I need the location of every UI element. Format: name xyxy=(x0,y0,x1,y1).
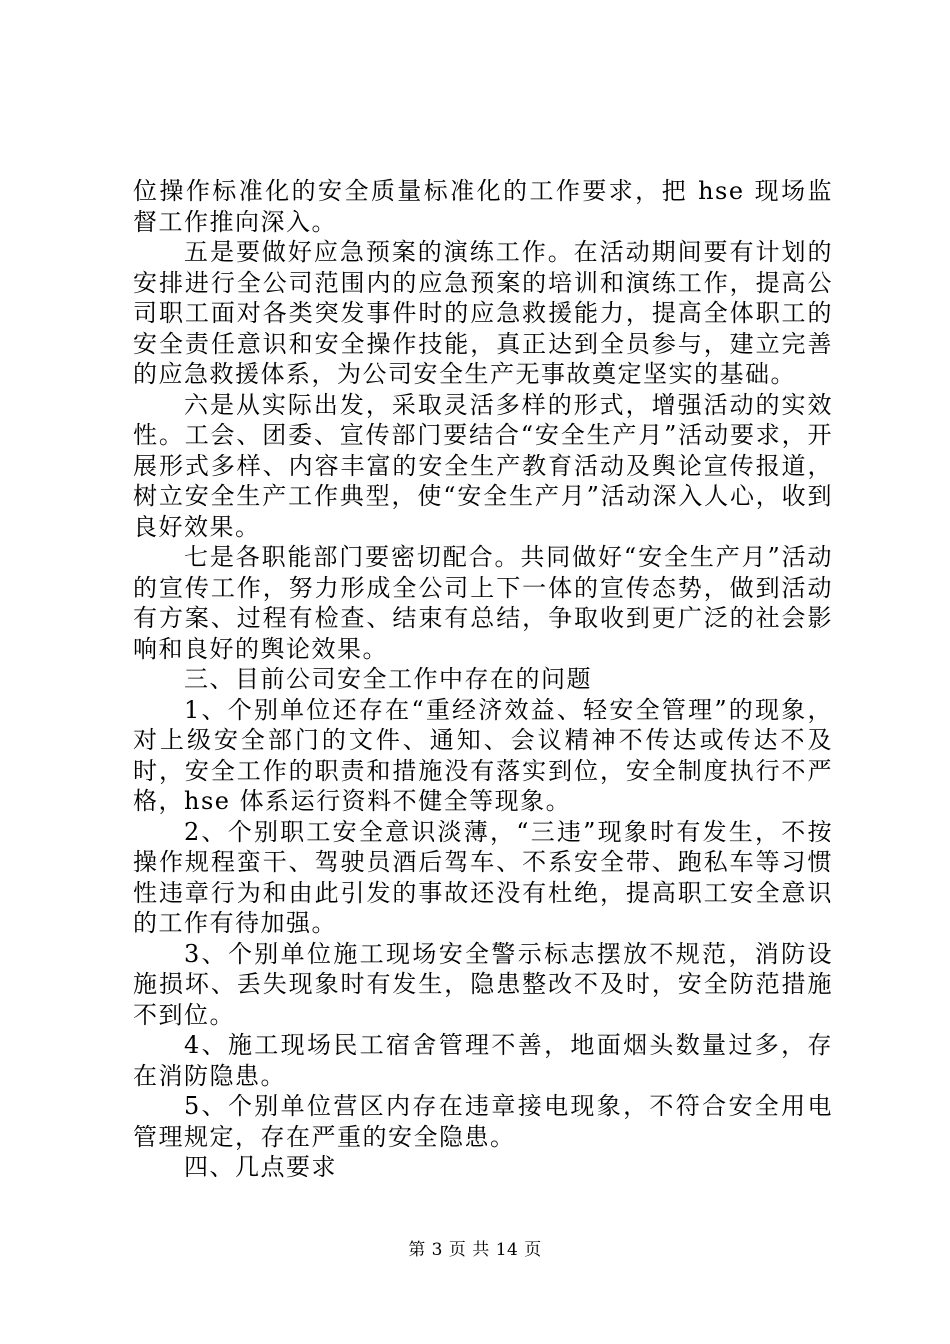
issue-item-3: 3、个别单位施工现场安全警示标志摆放不规范，消防设施损坏、丢失现象时有发生，隐患整改不及时，安全防范措施不到位。 xyxy=(133,939,833,1029)
paragraph-3: 六是从实际出发，采取灵活多样的形式，增强活动的实效性。工会、团委、宣传部门要结合“安全生产月”活动要求，开展形式多样、内容丰富的安全生产教育活动及舆论宣传报道，树立安全生产工作典型，使“安全生产月”活动深入人心，收到良好效果。 xyxy=(133,390,833,541)
section-heading-4: 四、几点要求 xyxy=(184,1153,337,1181)
issue-item-5: 5、个别单位营区内存在违章接电现象，不符合安全用电管理规定，存在严重的安全隐患。 xyxy=(133,1092,833,1151)
section-heading-3: 三、目前公司安全工作中存在的问题 xyxy=(184,665,592,693)
paragraph-1: 位操作标准化的安全质量标准化的工作要求，把 hse 现场监督工作推向深入。 xyxy=(133,177,833,236)
issue-item-2: 2、个别职工安全意识淡薄，“三违”现象时有发生，不按操作规程蛮干、驾驶员酒后驾车、不系安全带、跑私车等习惯性违章行为和由此引发的事故还没有杜绝，提高职工安全意识的工作有待加强。 xyxy=(133,817,833,937)
issue-item-1: 1、个别单位还存在“重经济效益、轻安全管理”的现象，对上级安全部门的文件、通知、会议精神不传达或传达不及时，安全工作的职责和措施没有落实到位，安全制度执行不严格，hse 体系运行资料不健全等现象。 xyxy=(133,695,833,815)
issue-item-4: 4、施工现场民工宿舍管理不善，地面烟头数量过多，存在消防隐患。 xyxy=(133,1031,833,1090)
paragraph-4: 七是各职能部门要密切配合。共同做好“安全生产月”活动的宣传工作，努力形成全公司上下一体的宣传态势，做到活动有方案、过程有检查、结束有总结，争取收到更广泛的社会影响和良好的舆论效果。 xyxy=(133,543,833,663)
paragraph-2: 五是要做好应急预案的演练工作。在活动期间要有计划的安排进行全公司范围内的应急预案的培训和演练工作，提高公司职工面对各类突发事件时的应急救援能力，提高全体职工的安全责任意识和安全操作技能，真正达到全员参与，建立完善的应急救援体系，为公司安全生产无事故奠定坚实的基础。 xyxy=(133,238,833,388)
page-footer: 第 3 页 共 14 页 xyxy=(408,1240,542,1260)
document-body xyxy=(133,176,833,1183)
